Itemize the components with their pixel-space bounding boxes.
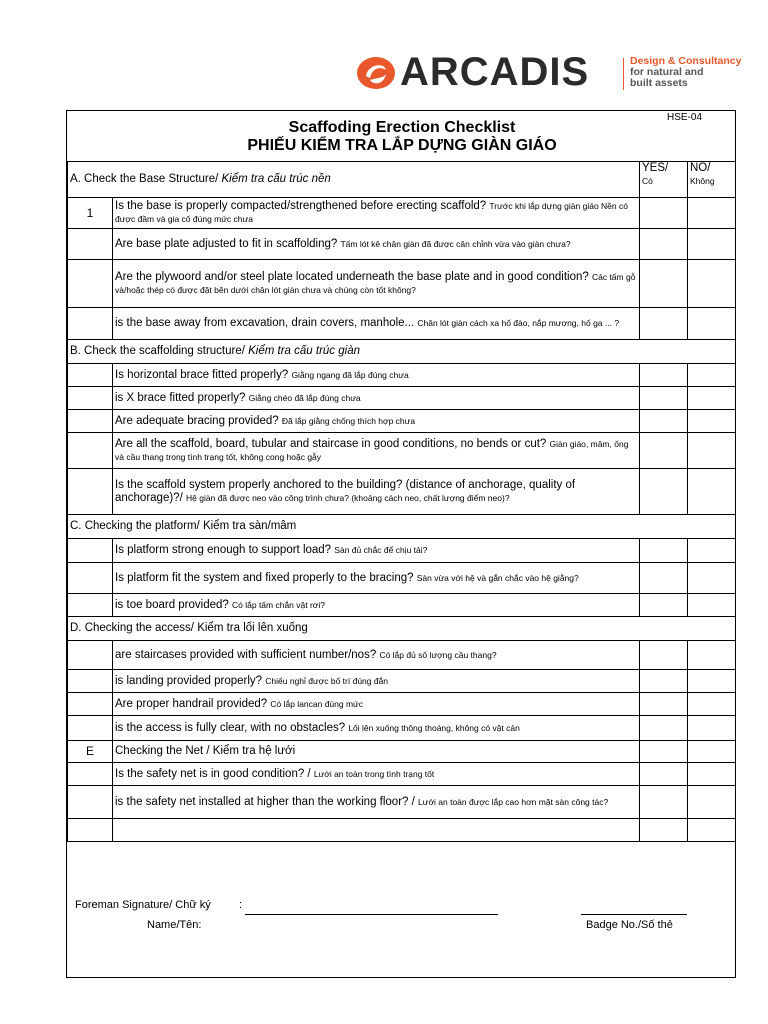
- logo-separator: [623, 58, 624, 90]
- question-vietnamese: Lưới an toàn trong tình trạng tốt: [313, 768, 435, 779]
- item-number: [68, 641, 113, 670]
- question-vietnamese: Trước khi lắp dựng giàn giáo Nền có được đầm và gia cố đúng mức chưa: [115, 201, 628, 224]
- item-number: [68, 763, 113, 786]
- no-checkbox-cell[interactable]: [688, 693, 736, 716]
- checklist-question: [113, 410, 640, 433]
- no-checkbox-cell[interactable]: [688, 716, 736, 741]
- no-checkbox-cell[interactable]: [688, 594, 736, 617]
- yes-checkbox-cell[interactable]: [640, 819, 688, 842]
- badge-label: Badge No./Số thẻ: [586, 919, 673, 931]
- item-number: [68, 819, 113, 842]
- checklist-question: [113, 819, 640, 842]
- section-header: [68, 617, 736, 641]
- question-english: are staircases provided with sufficient number/nos?: [115, 648, 377, 661]
- yes-checkbox-cell[interactable]: [640, 198, 688, 229]
- checklist-question: [113, 763, 640, 786]
- yes-checkbox-cell[interactable]: [640, 433, 688, 469]
- question-english: is X brace fitted properly?: [115, 391, 246, 404]
- checklist-question: [113, 364, 640, 387]
- question-english: Is the scaffold system properly anchored to the building? (distance of anchorage, quality of anchorage)?/: [115, 478, 576, 504]
- logo-tagline-line: built assets: [630, 77, 688, 89]
- question-english: Is platform strong enough to support load?: [115, 544, 332, 556]
- yes-checkbox-cell[interactable]: [640, 763, 688, 786]
- logo-wordmark: ARCADIS: [400, 50, 590, 94]
- no-checkbox-cell[interactable]: [688, 539, 736, 563]
- table-row: [68, 364, 736, 387]
- badge-line[interactable]: [581, 914, 687, 915]
- foreman-signature-label: Foreman Signature/ Chữ ký: [75, 899, 211, 911]
- checklist-table: [67, 161, 736, 842]
- table-row: [68, 819, 736, 842]
- item-number: [68, 387, 113, 410]
- yes-checkbox-cell[interactable]: [640, 229, 688, 260]
- no-checkbox-cell[interactable]: [688, 819, 736, 842]
- table-row: [68, 786, 736, 819]
- table-row: [68, 387, 736, 410]
- question-vietnamese: Chiếu nghỉ được bố trí đúng đắn: [265, 675, 389, 686]
- section-header-vn: Kiểm tra cấu trúc giàn: [248, 345, 360, 357]
- checklist-question: [113, 716, 640, 741]
- item-number: E: [68, 741, 113, 763]
- table-row: [68, 670, 736, 693]
- question-english: is the base away from excavation, drain covers, manhole...: [115, 317, 415, 329]
- yes-checkbox-cell[interactable]: [640, 670, 688, 693]
- question-vietnamese: Lối lên xuống thông thoáng, không có vật cản: [348, 722, 520, 733]
- title-english: Scaffoding Erection Checklist: [288, 119, 516, 136]
- checklist-question: [113, 539, 640, 563]
- signature-line[interactable]: [245, 914, 498, 915]
- checklist-question: [113, 198, 640, 229]
- yes-label: YES/: [642, 162, 669, 174]
- item-number: [68, 693, 113, 716]
- table-header-row: [68, 162, 736, 198]
- no-column-header: [688, 162, 736, 198]
- yes-column-header: [640, 162, 688, 198]
- yes-checkbox-cell[interactable]: [640, 539, 688, 563]
- question-vietnamese: Sàn đủ chắc để chịu tải?: [334, 545, 428, 555]
- no-checkbox-cell[interactable]: [688, 670, 736, 693]
- item-number: [68, 594, 113, 617]
- no-checkbox-cell[interactable]: [688, 198, 736, 229]
- no-checkbox-cell[interactable]: [688, 563, 736, 594]
- no-vn-label: Không: [690, 176, 715, 186]
- item-number: [68, 364, 113, 387]
- question-vietnamese: Có lắp tấm chắn vật rơi?: [232, 599, 325, 610]
- item-number: [68, 433, 113, 469]
- name-label: Name/Tên:: [147, 919, 202, 931]
- item-number: [68, 539, 113, 563]
- table-row: [68, 594, 736, 617]
- question-vietnamese: Tấm lót kê chân giàn đã được cân chỉnh vừa vào giàn chưa?: [340, 238, 571, 249]
- checklist-question: [113, 670, 640, 693]
- checklist-question: [113, 387, 640, 410]
- question-english: Is platform fit the system and fixed properly to the bracing?: [115, 571, 414, 584]
- section-header: [68, 340, 736, 364]
- question-english: Are adequate bracing provided?: [115, 414, 279, 427]
- yes-checkbox-cell[interactable]: [640, 641, 688, 670]
- checklist-question: [113, 260, 640, 308]
- section-header-row: [68, 515, 736, 539]
- checklist-question: [113, 433, 640, 469]
- checklist-question: [113, 786, 640, 819]
- yes-checkbox-cell[interactable]: [640, 260, 688, 308]
- yes-checkbox-cell[interactable]: [640, 693, 688, 716]
- table-row: [68, 308, 736, 340]
- question-english: is toe board provided?: [115, 598, 229, 611]
- table-row: [68, 716, 736, 741]
- section-header-row: [68, 617, 736, 641]
- question-vietnamese: Có lắp lancan đúng mức: [270, 698, 363, 709]
- item-number: [68, 308, 113, 340]
- no-checkbox-cell[interactable]: [688, 260, 736, 308]
- signature-colon: :: [239, 899, 243, 911]
- item-number: [68, 563, 113, 594]
- checklist-question: [113, 229, 640, 260]
- question-vietnamese: Đã lắp giằng chống thích hợp chưa: [281, 415, 416, 426]
- question-vietnamese: Chân lót giàn cách xa hố đào, nắp mương, hố ga ... ?: [417, 318, 620, 328]
- question-english: Is the base is properly compacted/strengthened before erecting scaffold?: [115, 200, 487, 212]
- section-a-header: [68, 162, 640, 198]
- section-header-row: [68, 340, 736, 364]
- no-checkbox-cell[interactable]: [688, 229, 736, 260]
- table-row: [68, 433, 736, 469]
- question-vietnamese: Hệ giàn đã được neo vào công trình chưa? (khoảng cách neo, chất lượng điểm neo)?: [185, 492, 510, 503]
- arcadis-logo-mark-icon: [356, 56, 396, 90]
- section-header: [68, 515, 736, 539]
- item-number: [68, 260, 113, 308]
- yes-checkbox-cell[interactable]: [640, 786, 688, 819]
- item-number: [68, 670, 113, 693]
- question-vietnamese: Giằng chéo đã lắp đúng chưa: [248, 392, 361, 403]
- logo-tagline-line: Design & Consultancy: [630, 55, 742, 67]
- section-a-label: A. Check the Base Structure/: [70, 173, 222, 185]
- logo-tagline: [630, 56, 741, 89]
- table-row: [68, 641, 736, 670]
- no-checkbox-cell[interactable]: [688, 763, 736, 786]
- question-vietnamese: Giàn giáo, mâm, ống và cầu thang trong tình trạng tốt, không cong hoặc gẫy: [115, 438, 629, 462]
- question-english: Are all the scaffold, board, tubular and staircase in good conditions, no bends or cut?: [115, 437, 547, 450]
- checklist-question: [113, 563, 640, 594]
- question-vietnamese: Các tấm gỗ và/hoặc thép có được đặt bên dưới chân lót giàn chưa và chúng còn tốt không?: [115, 271, 636, 295]
- yes-checkbox-cell[interactable]: [640, 387, 688, 410]
- form-code: HSE-04: [667, 112, 703, 123]
- question-english: is the safety net installed at higher than the working floor? /: [115, 795, 415, 808]
- yes-checkbox-cell[interactable]: [640, 563, 688, 594]
- section-header-label: C. Checking the platform/ Kiểm tra sàn/mâm: [70, 520, 297, 532]
- yes-checkbox-cell[interactable]: [640, 410, 688, 433]
- table-row: [68, 229, 736, 260]
- table-row: [68, 469, 736, 515]
- table-row: [68, 563, 736, 594]
- question-vietnamese: Giằng ngang đã lắp đúng chưa: [291, 369, 409, 380]
- table-row: [68, 763, 736, 786]
- question-english: Is the safety net is in good condition? /: [115, 767, 311, 780]
- no-checkbox-cell[interactable]: [688, 308, 736, 340]
- question-english: Are proper handrail provided?: [115, 697, 268, 710]
- question-vietnamese: Lưới an toàn được lắp cao hơn mặt sàn công tác?: [418, 796, 609, 807]
- yes-vn-label: Có: [642, 176, 653, 186]
- no-checkbox-cell[interactable]: [688, 786, 736, 819]
- no-checkbox-cell[interactable]: [688, 641, 736, 670]
- question-english: Checking the Net / Kiểm tra hệ lưới: [115, 745, 296, 757]
- checklist-question: [113, 741, 640, 763]
- question-english: Is horizontal brace fitted properly?: [115, 368, 289, 381]
- no-label: NO/: [690, 162, 711, 174]
- table-row: [68, 198, 736, 229]
- item-number: [68, 229, 113, 260]
- item-number: [68, 786, 113, 819]
- checklist-question: [113, 693, 640, 716]
- yes-checkbox-cell[interactable]: [640, 364, 688, 387]
- yes-checkbox-cell[interactable]: [640, 469, 688, 515]
- yes-checkbox-cell[interactable]: [640, 716, 688, 741]
- question-vietnamese: Có lắp đủ số lượng cầu thang?: [379, 649, 497, 660]
- yes-checkbox-cell[interactable]: [640, 308, 688, 340]
- table-row: [68, 693, 736, 716]
- item-number: 1: [68, 198, 113, 229]
- checklist-question: [113, 594, 640, 617]
- checklist-question: [113, 469, 640, 515]
- no-checkbox-cell[interactable]: [688, 433, 736, 469]
- title-vietnamese: PHIẾU KIỂM TRA LẮP DỰNG GIÀN GIÁO: [247, 137, 557, 154]
- no-checkbox-cell[interactable]: [688, 410, 736, 433]
- checklist-question: [113, 641, 640, 670]
- question-english: is landing provided properly?: [115, 674, 263, 687]
- table-row: [68, 260, 736, 308]
- logo-tagline-line: for natural and: [630, 66, 704, 78]
- section-a-vn: Kiểm tra cấu trúc nền: [221, 173, 331, 185]
- item-number: [68, 410, 113, 433]
- table-row: [68, 539, 736, 563]
- table-row: [68, 410, 736, 433]
- checklist-form: [66, 110, 736, 978]
- question-english: Are the plywoord and/or steel plate located underneath the base plate and in good condition?: [115, 270, 589, 283]
- yes-checkbox-cell[interactable]: [640, 741, 688, 763]
- checklist-question: [113, 308, 640, 340]
- item-number: [68, 469, 113, 515]
- yes-checkbox-cell[interactable]: [640, 594, 688, 617]
- no-checkbox-cell[interactable]: [688, 741, 736, 763]
- arcadis-logo: [356, 50, 756, 94]
- question-english: is the access is fully clear, with no obstacles?: [115, 721, 346, 734]
- table-row: [68, 741, 736, 763]
- no-checkbox-cell[interactable]: [688, 364, 736, 387]
- item-number: [68, 716, 113, 741]
- question-vietnamese: Sàn vừa với hệ và gắn chắc vào hệ giằng?: [416, 572, 579, 583]
- no-checkbox-cell[interactable]: [688, 469, 736, 515]
- no-checkbox-cell[interactable]: [688, 387, 736, 410]
- section-header-label: D. Checking the access/ Kiểm tra lối lên xuống: [70, 622, 308, 634]
- section-header-label: B. Check the scaffolding structure/: [70, 345, 249, 357]
- question-english: Are base plate adjusted to fit in scaffolding?: [115, 237, 338, 250]
